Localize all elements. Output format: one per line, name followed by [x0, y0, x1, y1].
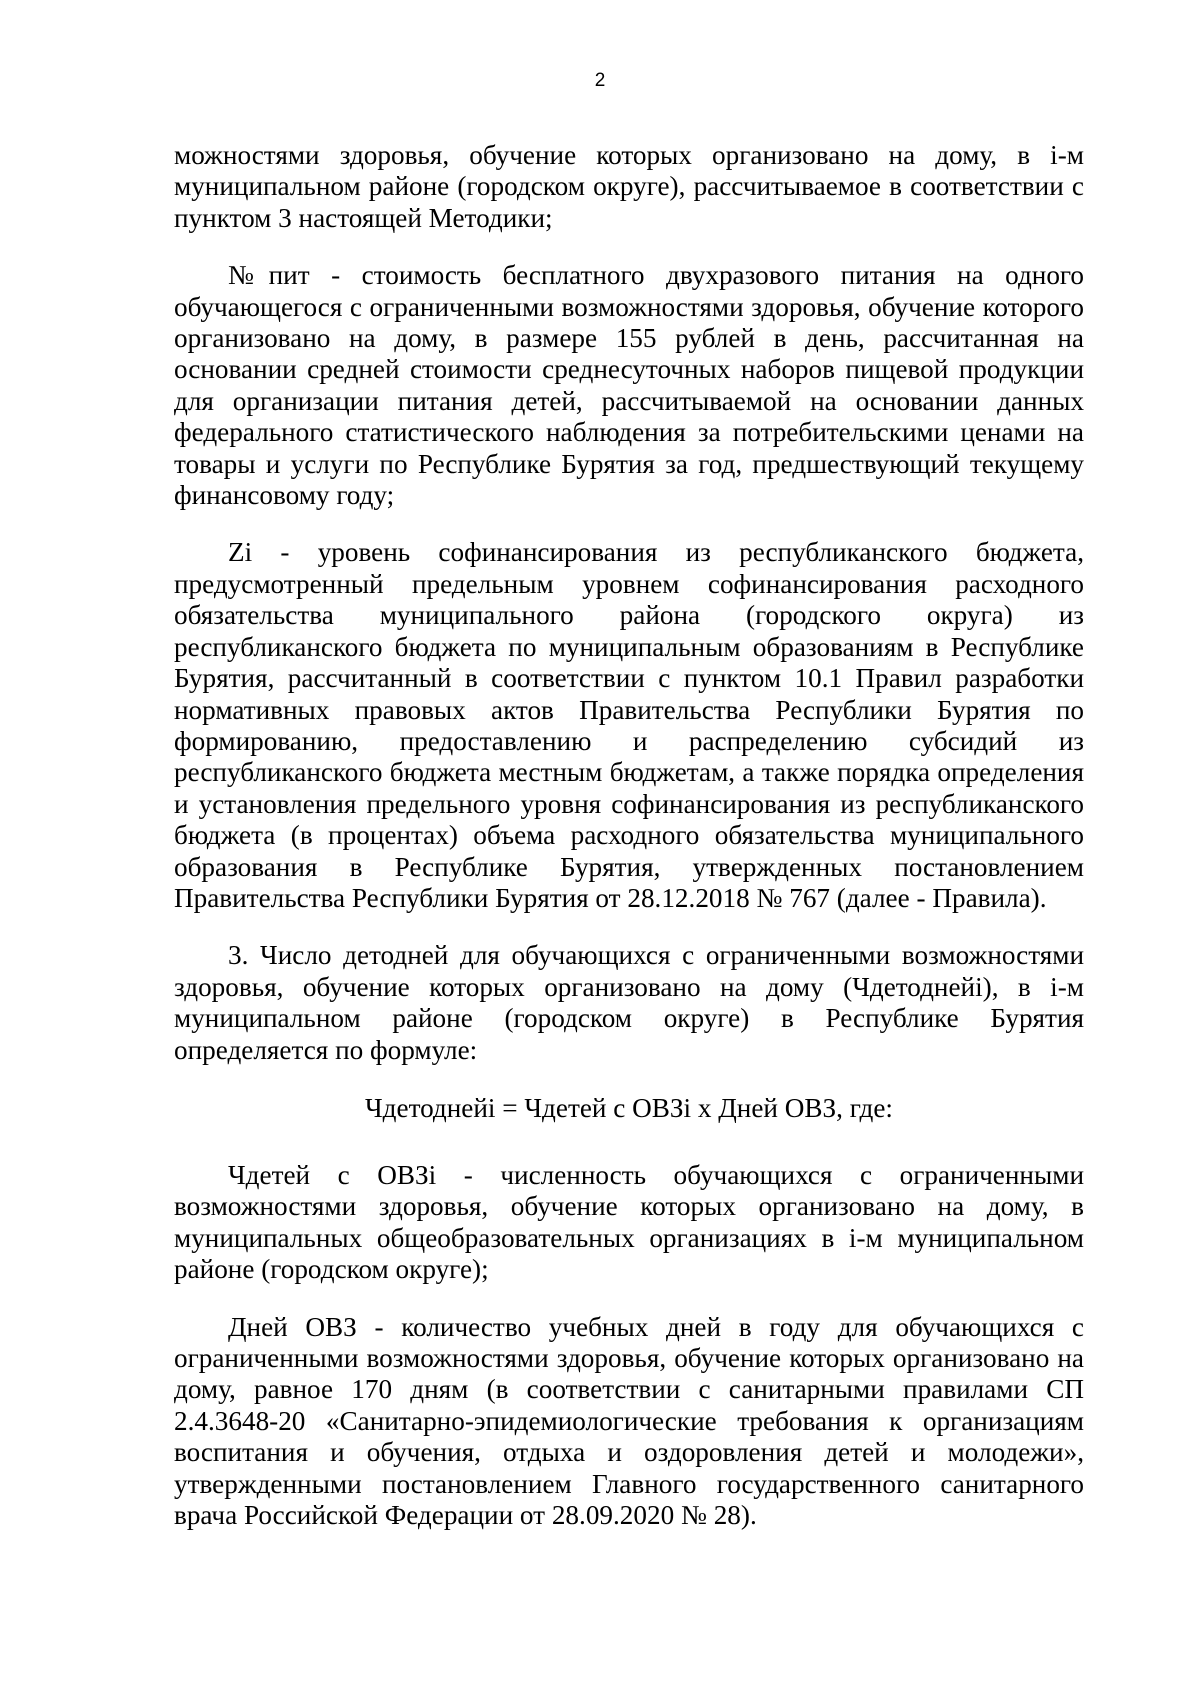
paragraph-continuation: можностями здоровья, обучение которых организовано на дому, в i-м муниципальном районе (городском округе), рассчитываемое в соответствии с пунктом 3 настоящей Методики; — [174, 140, 1084, 233]
paragraph-meal-cost: №пит - стоимость бесплатного двухразового питания на одного обучающегося с ограниченными возможностями здоровья, обучение которого организовано на дому, в размере 155 рублей в день, рассчитанная на основании средней стоимости среднесуточных наборов пищевой продукции для организации питания детей, рассчитываемой на основании данных федерального статистического наблюдения за потребительскими ценами на товары и услуги по Республике Бурятия за год, предшествующий текущему финансовому году; — [174, 260, 1084, 511]
definition-days-count: Дней ОВЗ - количество учебных дней в году для обучающихся с ограниченными возможностями здоровья, обучение которых организовано на дому, равное 170 дням (в соответствии с санитарными правилами СП 2.4.3648-20 «Санитарно-эпидемиологические требования к организациям воспитания и обучения, отдыха и оздоровления детей и молодежи», утвержденными постановлением Главного государственного санитарного врача Российской Федерации от 28.09.2020 № 28). — [174, 1311, 1084, 1531]
definition-children-count: Чдетей с ОВЗi - численность обучающихся с ограниченными возможностями здоровья, обучение которых организовано на дому, в муниципальных общеобразовательных организациях в i-м муниципальном районе (городском округе); — [174, 1159, 1084, 1285]
paragraph-cofinancing-level: Zi - уровень софинансирования из республиканского бюджета, предусмотренный предельным уровнем софинансирования расходного обязательства муниципального района (городского округа) из республиканского бюджета по муниципальным образованиям в Республике Бурятия, рассчитанный в соответствии с пунктом 10.1 Правил разработки нормативных правовых актов Правительства Республики Бурятия по формированию, предоставлению и распределению субсидий из республиканского бюджета местным бюджетам, а также порядка определения и установления предельного уровня софинансирования из республиканского бюджета (в процентах) объема расходного обязательства муниципального образования в Республике Бурятия, утвержденных постановлением Правительства Республики Бурятия от 28.12.2018 № 767 (далее - Правила). — [174, 537, 1084, 913]
document-body — [174, 140, 1084, 1557]
paragraph-child-days: 3. Число детодней для обучающихся с ограниченными возможностями здоровья, обучение которых организовано на дому (Чдетоднейi), в i-м муниципальном районе (городском округе) в Республике Бурятия определяется по формуле: — [174, 940, 1084, 1065]
formula: Чдетоднейi = Чдетей с ОВЗi х Дней ОВЗ, где: — [365, 1092, 893, 1123]
page-number: 2 — [594, 70, 606, 91]
